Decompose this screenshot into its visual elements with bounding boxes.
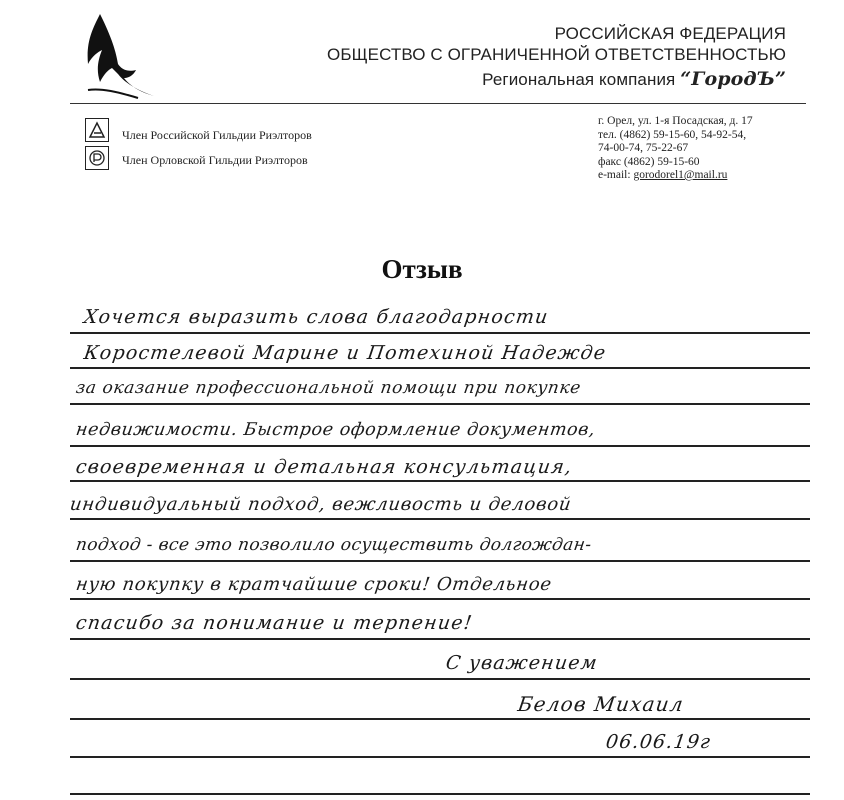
ruled-line <box>70 598 810 600</box>
letter-line-2: Коростелевой Марине и Потехиной Надежде <box>82 342 608 364</box>
brand-name: “ГородЪ” <box>680 68 786 90</box>
orel-guild-logo-icon <box>85 146 109 170</box>
email-link[interactable]: gorodorel1@mail.ru <box>633 169 728 181</box>
letter-line-4: недвижимости. Быстрое оформление документов, <box>74 420 597 440</box>
ruled-line <box>70 403 810 405</box>
ruled-line <box>70 756 810 758</box>
russian-guild-logo-icon <box>85 118 109 142</box>
ruled-line <box>70 445 810 447</box>
letter-line-1: Хочется выразить слова благодарности <box>82 306 551 328</box>
letter-line-9: спасибо за понимание и терпение! <box>74 612 475 634</box>
email-label: e-mail: <box>598 169 631 181</box>
ruled-line <box>70 367 810 369</box>
ruled-line <box>70 518 810 520</box>
ruled-line <box>70 638 810 640</box>
phone-line-2: 74-00-74, 75-22-67 <box>598 142 689 154</box>
letter-line-3: за оказание профессиональной помощи при покупке <box>74 378 583 398</box>
ruled-line <box>70 480 810 482</box>
letter-line-8: ную покупку в кратчайшие сроки! Отдельное <box>74 574 554 595</box>
letter-line-6: индивидуальный подход, вежливость и деловой <box>68 494 573 515</box>
letter-line-5: своевременная и детальная консультация, <box>74 456 574 478</box>
signature-name: Белов Михаил <box>516 692 686 716</box>
ruled-line <box>70 678 810 680</box>
contacts-block <box>598 115 828 183</box>
ruled-line <box>70 332 810 334</box>
company-prefix: Региональная компания <box>482 70 676 89</box>
letter-date: 06.06.19г <box>604 731 713 753</box>
phone-line-1: тел. (4862) 59-15-60, 54-92-54, <box>598 128 747 141</box>
company-name-line <box>482 68 786 90</box>
email-line <box>598 169 828 183</box>
signoff: С уважением <box>444 652 600 674</box>
letter-line-7: подход - все это позволило осуществить долгождан- <box>74 535 593 555</box>
guild-label-russian: Член Российской Гильдии Риэлторов <box>122 128 312 142</box>
company-type-line: ОБЩЕСТВО С ОГРАНИЧЕННОЙ ОТВЕТСТВЕННОСТЬЮ <box>327 45 786 64</box>
address: г. Орел, ул. 1-я Посадская, д. 17 <box>598 115 753 127</box>
guild-label-orel: Член Орловской Гильдии Риэлторов <box>122 153 308 167</box>
header-divider <box>70 103 806 104</box>
page-title: Отзыв <box>381 254 463 284</box>
ruled-line <box>70 718 810 720</box>
fax: факс (4862) 59-15-60 <box>598 155 700 168</box>
eagle-logo-icon <box>78 12 158 102</box>
ruled-line <box>70 560 810 562</box>
country-line: РОССИЙСКАЯ ФЕДЕРАЦИЯ <box>554 24 786 43</box>
ruled-line <box>70 793 810 795</box>
